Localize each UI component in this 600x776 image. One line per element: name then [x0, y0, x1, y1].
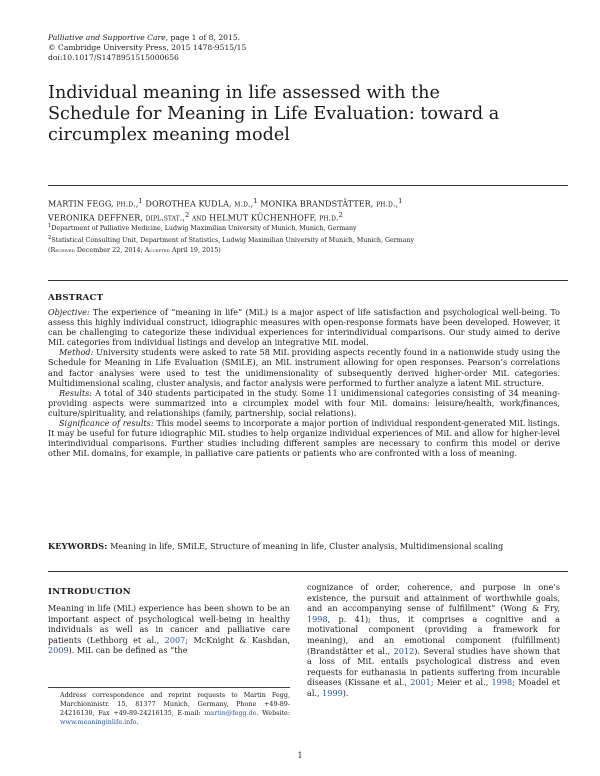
received-date: December 22, 2014; — [74, 246, 145, 254]
author-name: DOROTHEA KUDLA, — [145, 198, 232, 209]
author-name: HELMUT KÜCHENHOFF, — [209, 212, 317, 223]
author-name: VERONIKA DEFFNER, — [48, 212, 144, 223]
author-affil-marker: 1 — [398, 197, 403, 205]
method-label: Method: — [59, 347, 94, 358]
keywords-text: Meaning in life, SMiLE, Structure of meaning in life, Cluster analysis, Multidimensional scaling — [107, 541, 504, 551]
method-text: University students were asked to rate 58 MiL providing aspects recently found in a nationwide study using the Schedule for Meaning in Life Evaluation (SMiLE), an MiL instrument allowing for open responses. Pearson’s correlations and factor analyses were used to test the unidimensionality of subsequently derived higher-order MiL categories. Multidimensional scaling, cluster analysis, and factor analysis were performed to further analyze a latent MiL structure. — [48, 347, 560, 388]
footnote-text: . Website: — [256, 708, 290, 717]
author-list — [48, 196, 558, 223]
author-degree: ph.d., — [376, 198, 399, 209]
significance-text: This model seems to incorporate a major portion of individual respondent-generated MiL listings. It may be useful for future idiographic MiL studies to help organize individual experiences of MiL and allow for higher-level interindividual comparisons. Further studies including different samples are necessary to confirm this model or derive other MiL domains, for example, in palliative care patients or patients who are confronted with a loss of meaning. — [48, 418, 561, 459]
intro-text: ; McKnight & Kashdan, — [185, 634, 290, 645]
intro-text: ; Moadel et al., — [307, 677, 560, 698]
article-title — [48, 83, 508, 146]
abstract-results — [48, 388, 560, 418]
intro-text: Meaning in life (MiL) experience has been shown to be an important aspect of psychological well-being in healthy individuals as well as in cancer and palliative care patients (Lethborg et al., — [48, 603, 290, 645]
citation-link[interactable]: 1998 — [307, 613, 328, 624]
intro-text: ). MiL can be defined as “the — [68, 645, 188, 656]
author-name: MARTIN FEGG, — [48, 198, 114, 209]
intro-left-column — [48, 603, 290, 656]
author-degree: m.d., — [234, 198, 254, 209]
author-affil-marker: 2 — [338, 210, 343, 219]
author-affil-marker: 1 — [138, 197, 143, 205]
intro-text: ). Several studies have shown that a loss of MiL entails psychological distress and even requests for euthanasia in patients suffering from incurable diseases (Kissane et al., — [307, 645, 560, 688]
abstract-body — [48, 307, 560, 458]
results-text: A total of 340 students participated in the study. Some 11 unidimensional categories consisting of 34 meaning-providing aspects were summarized into a circumplex model with four MiL domains: leisure/health, work/finances, culture/spirituality, and relationships (family, partnership, social relations). — [48, 387, 560, 418]
intro-right-column — [307, 582, 560, 699]
dates-open-paren: ( — [48, 246, 51, 254]
citation-link[interactable]: 2007 — [164, 634, 186, 645]
affil-marker: 2 — [48, 234, 52, 241]
citation-link[interactable]: 2001 — [410, 677, 431, 688]
author-name: MONIKA BRANDSTÄTTER, — [260, 198, 374, 209]
title-line: Individual meaning in life assessed with the — [48, 83, 440, 103]
intro-paragraph-continued — [307, 582, 560, 699]
affiliation-1: Department of Palliative Medicine, Ludwig Maximilian University of Munich, Munich, Germany — [51, 225, 357, 233]
significance-label: Significance of results: — [59, 418, 154, 429]
citation-link[interactable]: 1999 — [322, 687, 343, 698]
title-divider — [48, 185, 568, 186]
objective-text: The experience of “meaning in life” (MiL) is a major aspect of life satisfaction and psychological well-being. To assess this highly individual construct, idiographic measures with open-response formats have been developed. However, it can be challenging to categorize these individual experiences for interindividual comparisons. Our study aimed to derive MiL categories from individual listings and develop an integrative MiL model. — [48, 307, 560, 348]
footnote-divider — [48, 687, 290, 688]
accepted-date: April 19, 2015) — [169, 246, 221, 254]
citation-link[interactable]: 2012 — [393, 645, 415, 656]
accepted-label: Accepted — [144, 246, 170, 254]
abstract-divider — [48, 280, 568, 281]
copyright-line: © Cambridge University Press, 2015 1478-9515/15 — [48, 43, 247, 52]
received-dates — [48, 246, 558, 255]
intro-text: , p. 41); thus, it comprises a cognitive and a motivational component (providing a framework for meaning), and an emotional component (fulfillment) (Brandstätter et al., — [307, 613, 560, 656]
footnote-text: Address correspondence and reprint requests to Martin Fegg, Marchioninistr. 15, 81377 Munich, Germany, Phone +49-89-24216130, Fax +49-89-24216135, E-mail: — [60, 691, 290, 717]
abstract-significance — [48, 418, 560, 458]
correspondence-footnote — [60, 691, 290, 727]
keywords — [48, 541, 560, 551]
abstract-heading: ABSTRACT — [48, 293, 104, 303]
website-link[interactable]: www.meaninginlife.info — [60, 717, 137, 726]
citation-link[interactable]: 1998 — [491, 677, 513, 688]
affil-marker: 1 — [48, 223, 52, 229]
author-degree: ph.d. — [319, 212, 339, 223]
title-line: circumplex meaning model — [48, 125, 290, 145]
author-conjunction: and — [191, 212, 207, 223]
keywords-label: KEYWORDS: — [48, 541, 108, 551]
intro-paragraph — [48, 603, 290, 656]
title-line: Schedule for Meaning in Life Evaluation: toward a — [48, 104, 500, 124]
author-affil-marker: 2 — [184, 210, 190, 219]
intro-text: ). — [342, 687, 349, 698]
abstract-method — [48, 347, 560, 387]
objective-label: Objective: — [48, 307, 90, 317]
author-degree: dipl.stat., — [145, 212, 185, 223]
email-link[interactable]: martin@fegg.de — [204, 708, 257, 717]
keywords-divider — [48, 571, 568, 572]
intro-text: cognizance of order, coherence, and purpose in one’s existence, the pursuit and attainment of worthwhile goals, and an accompanying sense of fulfillment” (Wong & Fry, — [307, 582, 560, 614]
affiliations — [48, 222, 558, 246]
introduction-heading: INTRODUCTION — [48, 587, 131, 597]
affiliation-2: Statistical Consulting Unit, Department of Statistics, Ludwig Maximilian University of Munich, Munich, Germany — [51, 236, 415, 244]
abstract-objective — [48, 307, 560, 347]
results-label: Results: — [59, 387, 92, 398]
received-label: Received — [50, 246, 75, 254]
footnote-text: . — [136, 717, 139, 726]
doi-line: doi:10.1017/S1478951515000656 — [48, 53, 179, 62]
journal-header — [48, 33, 568, 63]
page-info: , page 1 of 8, 2015. — [165, 33, 241, 42]
author-affil-marker: 1 — [253, 197, 258, 205]
citation-link[interactable]: 2009 — [48, 645, 69, 656]
author-degree: ph.d., — [116, 198, 139, 209]
journal-name: Palliative and Supportive Care — [48, 33, 166, 42]
intro-text: ; Meier et al., — [430, 677, 492, 688]
page-number: 1 — [297, 751, 303, 760]
